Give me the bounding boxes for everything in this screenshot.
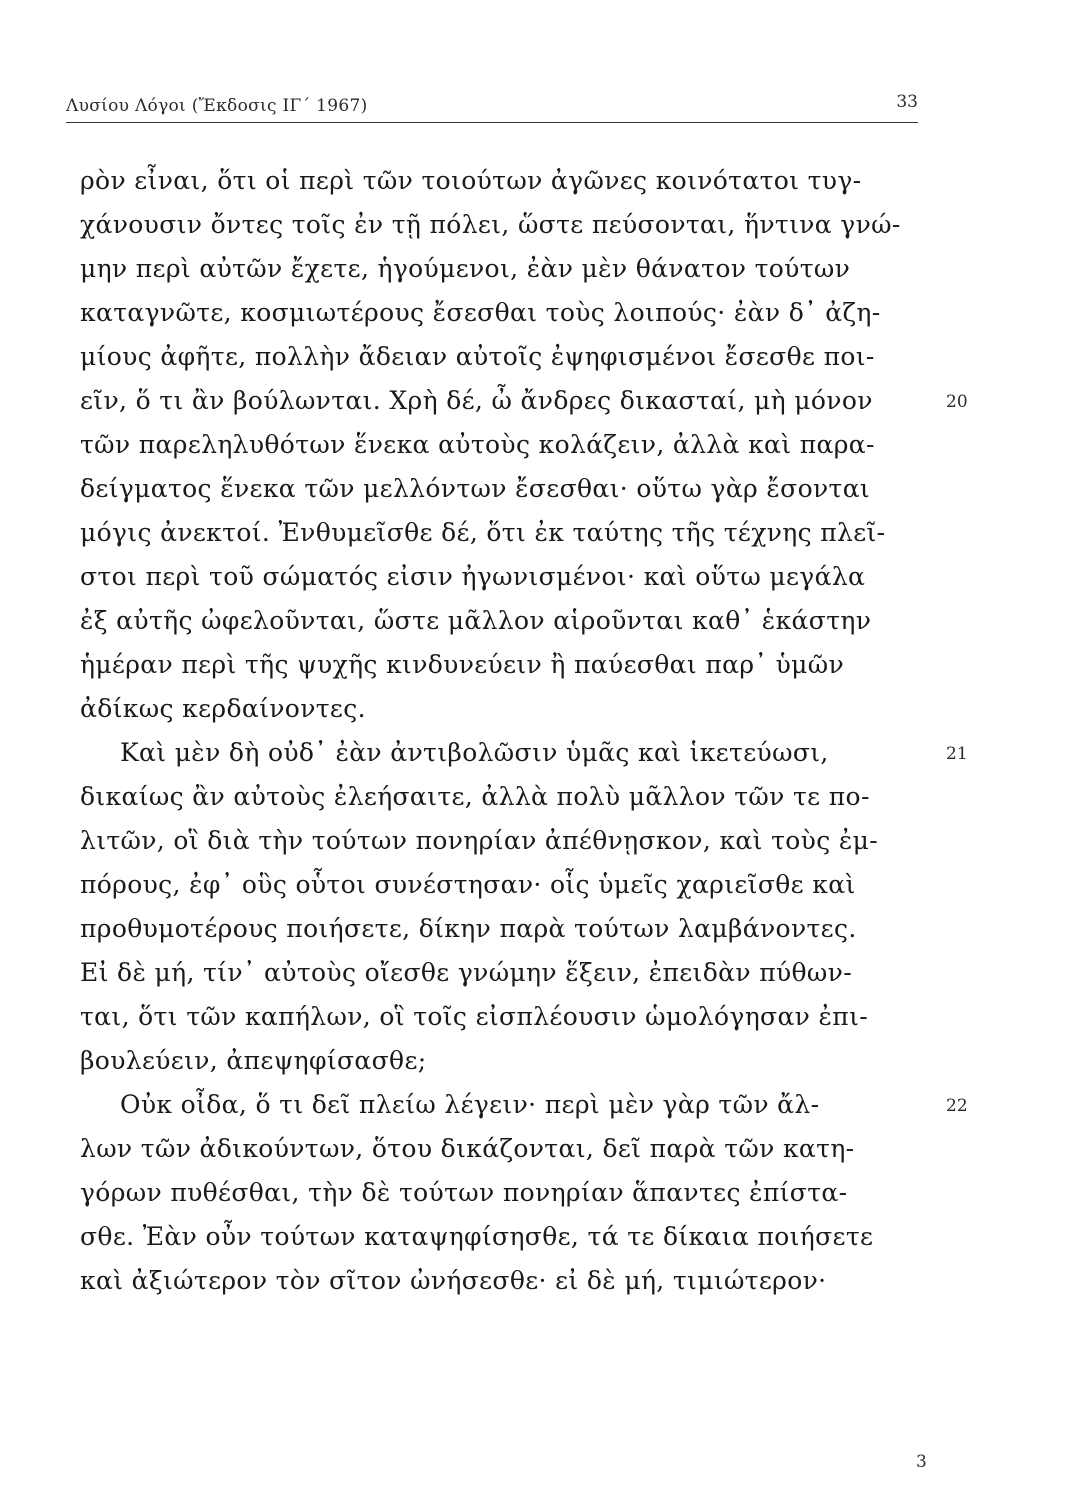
text-line: Εἰ δὲ μή, τίν᾽ αὐτοὺς οἴεσθε γνώμην ἕξειν, ἐπειδὰν πύθων- [80,958,853,987]
text-line: χάνουσιν ὄντες τοῖς ἐν τῇ πόλει, ὥστε πεύσονται, ἥντινα γνώ- [80,210,901,239]
text-line: εῖν, ὅ τι ἂν βούλωνται. Χρὴ δέ, ὦ ἄνδρες δικασταί, μὴ μόνον [80,386,873,415]
text-line: ἡμέραν περὶ τῆς ψυχῆς κινδυνεύειν ἢ παύεσθαι παρ᾽ ὑμῶν [80,650,845,679]
section-number: 22 [946,1096,968,1116]
page-number: 33 [896,92,918,112]
text-line: μόγις ἀνεκτοί. Ἐνθυμεῖσθε δέ, ὅτι ἐκ ταύτης τῆς τέχνης πλεῖ- [80,518,886,547]
signature-mark: 3 [916,1452,927,1472]
text-line: λων τῶν ἀδικούντων, ὅτου δικάζονται, δεῖ παρὰ τῶν κατη- [80,1134,855,1163]
section-number: 20 [946,392,968,412]
text-line: ται, ὅτι τῶν καπήλων, οἳ τοῖς εἰσπλέουσιν ὡμολόγησαν ἐπι- [80,1002,869,1031]
running-header [66,92,918,123]
text-line: λιτῶν, οἳ διὰ τὴν τούτων πονηρίαν ἀπέθνῃσκον, καὶ τοὺς ἐμ- [80,826,879,855]
text-line: δικαίως ἂν αὐτοὺς ἐλεήσαιτε, ἀλλὰ πολὺ μᾶλλον τῶν τε πο- [80,782,870,811]
text-line: ἐξ αὐτῆς ὠφελοῦνται, ὥστε μᾶλλον αἱροῦνται καθ᾽ ἑκάστην [80,606,872,635]
text-line: προθυμοτέρους ποιήσετε, δίκην παρὰ τούτων λαμβάνοντες. [80,914,857,943]
paragraph-start-line: Οὐκ οἶδα, ὅ τι δεῖ πλείω λέγειν· περὶ μὲν γὰρ τῶν ἄλ- [120,1090,820,1119]
paragraph-start-line: Καὶ μὲν δὴ οὐδ᾽ ἐὰν ἀντιβολῶσιν ὑμᾶς καὶ ἱκετεύωσι, [120,738,829,767]
text-line: μην περὶ αὐτῶν ἔχετε, ἡγούμενοι, ἐὰν μὲν θάνατον τούτων [80,254,851,283]
text-line: ἀδίκως κερδαίνοντες. [80,694,366,723]
text-line: γόρων πυθέσθαι, τὴν δὲ τούτων πονηρίαν ἅπαντες ἐπίστα- [80,1178,848,1207]
text-line: δείγματος ἕνεκα τῶν μελλόντων ἔσεσθαι· οὕτω γὰρ ἔσονται [80,474,871,503]
text-line: βουλεύειν, ἀπεψηφίσασθε; [80,1046,427,1075]
section-number: 21 [946,744,968,764]
text-line: στοι περὶ τοῦ σώματός εἰσιν ἠγωνισμένοι· καὶ οὕτω μεγάλα [80,562,866,591]
header-title: Λυσίου Λόγοι (Ἔκδοσις ΙΓ΄ 1967) [66,96,368,116]
text-line: ρὸν εἶναι, ὅτι οἱ περὶ τῶν τοιούτων ἀγῶνες κοινότατοι τυγ- [80,166,862,195]
text-line: πόρους, ἐφ᾽ οὓς οὗτοι συνέστησαν· οἷς ὑμεῖς χαριεῖσθε καὶ [80,870,856,899]
text-line: καὶ ἀξιώτερον τὸν σῖτον ὠνήσεσθε· εἰ δὲ μή, τιμιώτερον· [80,1266,827,1295]
text-line: καταγνῶτε, κοσμιωτέρους ἔσεσθαι τοὺς λοιπούς· ἐὰν δ᾽ ἀζη- [80,298,881,327]
text-line: σθε. Ἐὰν οὖν τούτων καταψηφίσησθε, τά τε δίκαια ποιήσετε [80,1222,874,1251]
text-line: τῶν παρεληλυθότων ἕνεκα αὐτοὺς κολάζειν, ἀλλὰ καὶ παρα- [80,430,875,459]
text-line: μίους ἀφῆτε, πολλὴν ἄδειαν αὐτοῖς ἐψηφισμένοι ἔσεσθε ποι- [80,342,875,371]
